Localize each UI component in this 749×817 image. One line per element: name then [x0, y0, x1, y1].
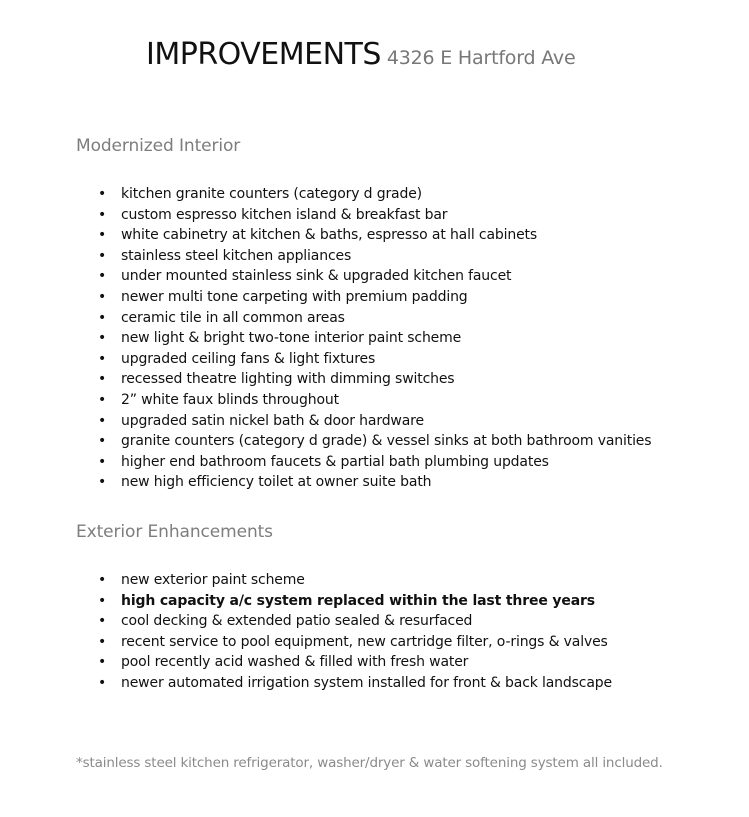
bullet-icon: •: [98, 613, 107, 630]
list-item: [98, 308, 651, 329]
list-item-text: custom espresso kitchen island & breakfast bar: [121, 206, 448, 223]
bullet-icon: •: [98, 268, 107, 285]
bullet-icon: •: [98, 330, 107, 347]
list-item-text: kitchen granite counters (category d grade): [121, 186, 422, 202]
bullet-icon: •: [98, 474, 107, 491]
list-item-text: high capacity a/c system replaced within the last three years: [121, 592, 595, 609]
bullet-icon: •: [98, 227, 107, 244]
list-item-text: granite counters (category d grade) & vessel sinks at both bathroom vanities: [121, 433, 652, 450]
exterior-list: [98, 570, 612, 694]
list-item: [98, 246, 651, 267]
list-item-text: new high efficiency toilet at owner suite bath: [121, 474, 432, 491]
bullet-icon: •: [98, 371, 107, 388]
list-item: [98, 431, 651, 452]
list-item: [98, 328, 651, 349]
bullet-icon: •: [98, 309, 107, 326]
list-item-text: pool recently acid washed & filled with fresh water: [121, 654, 469, 671]
bullet-icon: •: [98, 453, 107, 470]
list-item: [98, 673, 612, 694]
list-item: [98, 369, 651, 390]
list-item-text: 2” white faux blinds throughout: [121, 391, 339, 408]
bullet-icon: •: [98, 186, 107, 202]
list-item: [98, 390, 651, 411]
bullet-icon: •: [98, 206, 107, 223]
bullet-icon: •: [98, 412, 107, 429]
list-item: [98, 570, 612, 591]
list-item-text: newer automated irrigation system installed for front & back landscape: [121, 674, 612, 691]
bullet-icon: •: [98, 288, 107, 305]
footnote: *stainless steel kitchen refrigerator, washer/dryer & water softening system all included.: [76, 755, 663, 771]
bullet-icon: •: [98, 391, 107, 408]
list-item-text: white cabinetry at kitchen & baths, espresso at hall cabinets: [121, 227, 538, 244]
list-item: [98, 632, 612, 653]
list-item: [98, 184, 651, 205]
list-item-text: recent service to pool equipment, new cartridge filter, o-rings & valves: [121, 633, 608, 650]
bullet-icon: •: [98, 572, 107, 588]
list-item: [98, 349, 651, 370]
list-item: [98, 611, 612, 632]
list-item-text: stainless steel kitchen appliances: [121, 247, 352, 264]
interior-list: [98, 184, 651, 493]
list-item: [98, 472, 651, 493]
list-item-text: higher end bathroom faucets & partial bath plumbing updates: [121, 453, 549, 470]
list-item: [98, 266, 651, 287]
list-item-text: ceramic tile in all common areas: [121, 309, 345, 326]
section-heading-exterior: Exterior Enhancements: [76, 522, 273, 542]
bullet-icon: •: [98, 633, 107, 650]
list-item-text: under mounted stainless sink & upgraded kitchen faucet: [121, 268, 512, 285]
list-item-text: upgraded satin nickel bath & door hardware: [121, 412, 424, 429]
bullet-icon: •: [98, 592, 107, 609]
list-item: [98, 225, 651, 246]
list-item: [98, 411, 651, 432]
list-item-text: recessed theatre lighting with dimming switches: [121, 371, 455, 388]
list-item-text: cool decking & extended patio sealed & resurfaced: [121, 613, 473, 630]
title-main: IMPROVEMENTS: [146, 37, 381, 72]
list-item: [98, 205, 651, 226]
list-item-text: new exterior paint scheme: [121, 572, 305, 588]
list-item: [98, 652, 612, 673]
title-address: 4326 E Hartford Ave: [386, 47, 576, 69]
bullet-icon: •: [98, 247, 107, 264]
list-item: [98, 287, 651, 308]
page-title: [146, 37, 576, 72]
bullet-icon: •: [98, 350, 107, 367]
list-item-highlighted: [98, 591, 612, 612]
bullet-icon: •: [98, 674, 107, 691]
list-item-text: upgraded ceiling fans & light fixtures: [121, 350, 376, 367]
bullet-icon: •: [98, 433, 107, 450]
list-item-text: new light & bright two-tone interior paint scheme: [121, 330, 462, 347]
list-item: [98, 452, 651, 473]
bullet-icon: •: [98, 654, 107, 671]
section-heading-interior: Modernized Interior: [76, 136, 241, 156]
list-item-text: newer multi tone carpeting with premium padding: [121, 288, 468, 305]
